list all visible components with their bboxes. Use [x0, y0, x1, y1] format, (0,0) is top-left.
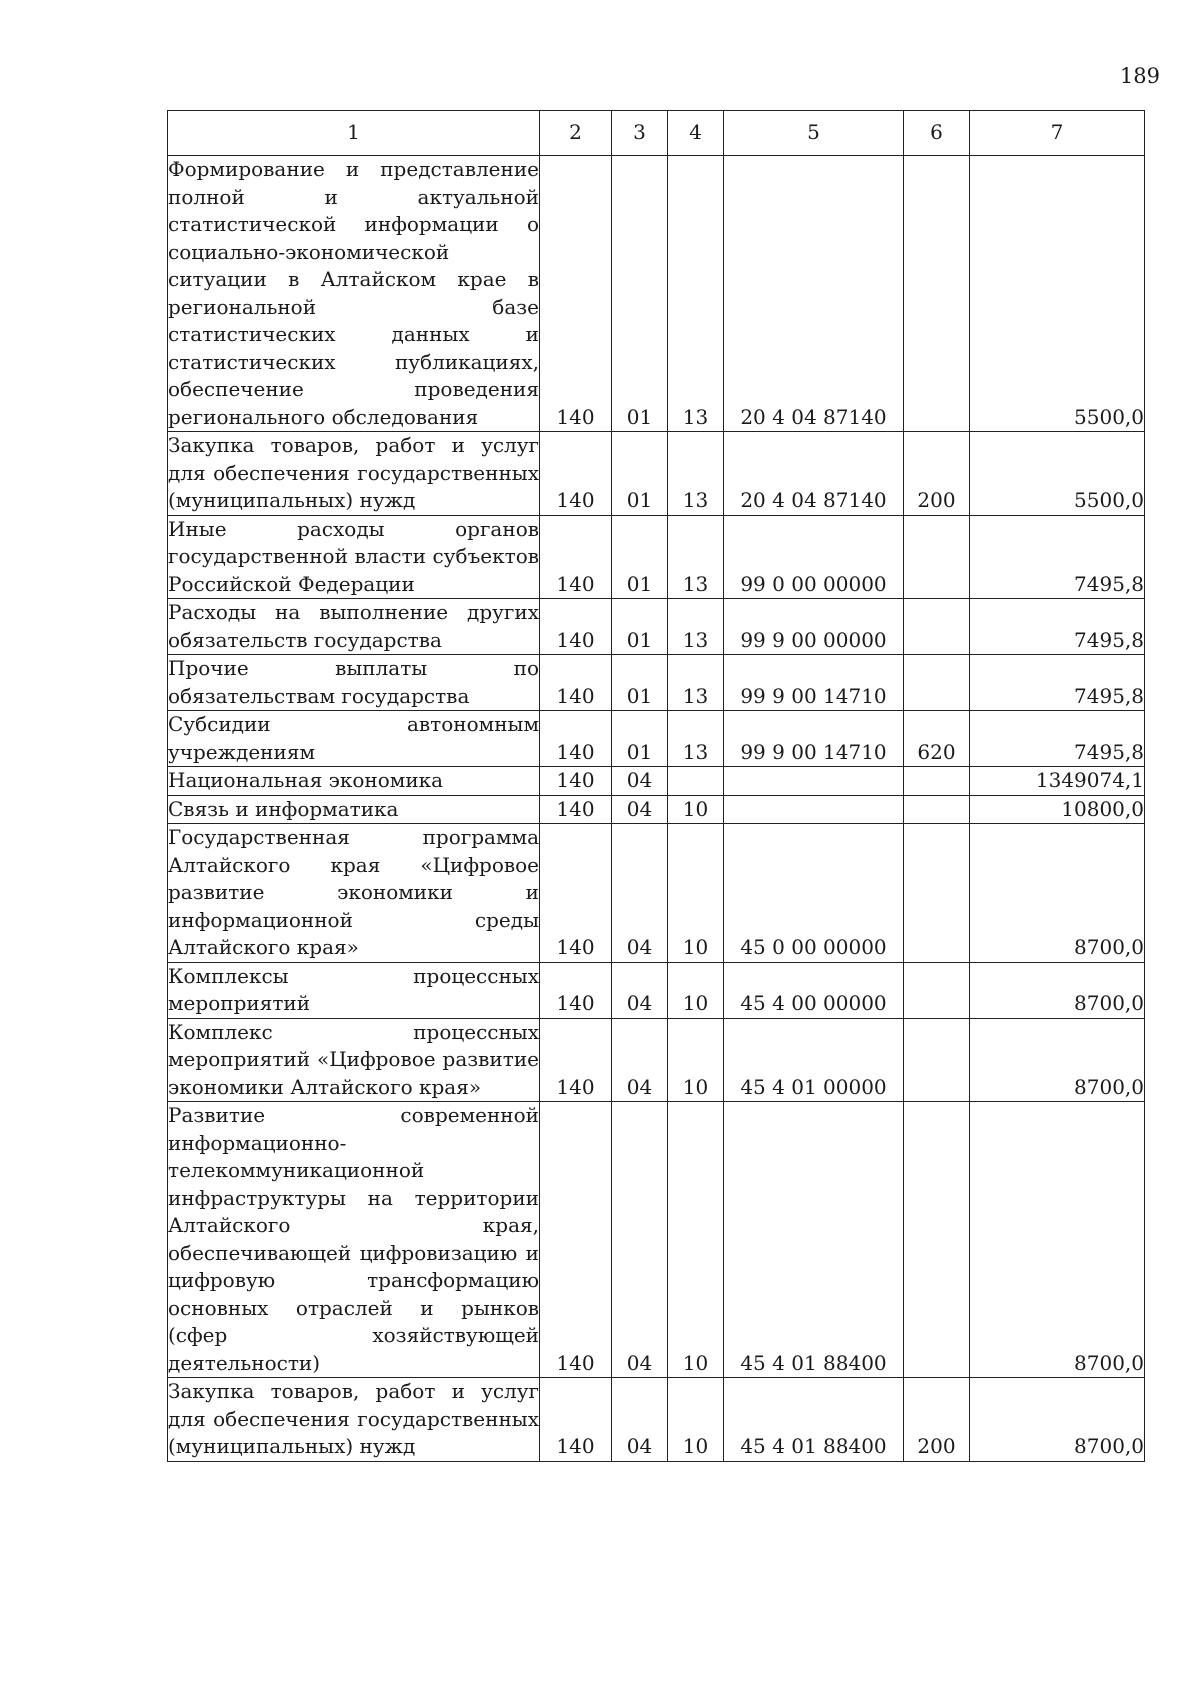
header-col-7: 7 — [970, 111, 1145, 156]
row-admin-code: 140 — [540, 599, 612, 655]
row-expense-type: 620 — [904, 711, 970, 767]
row-amount: 10800,0 — [970, 795, 1145, 824]
row-section: 04 — [612, 1378, 668, 1462]
row-target-article: 45 4 01 88400 — [724, 1378, 904, 1462]
row-name: Развитие современной информационно-телекоммуникационной инфраструктуры на территории Алтайского края, обеспечивающей цифровизацию и цифровую трансформацию основных отраслей и рынков (сфер хозяйствующей деятельности) — [168, 1102, 540, 1378]
header-col-2: 2 — [540, 111, 612, 156]
header-col-3: 3 — [612, 111, 668, 156]
row-admin-code: 140 — [540, 795, 612, 824]
row-expense-type — [904, 1102, 970, 1378]
row-admin-code: 140 — [540, 156, 612, 432]
table-row — [168, 1378, 1145, 1462]
row-section: 04 — [612, 767, 668, 796]
row-target-article: 99 9 00 00000 — [724, 599, 904, 655]
row-amount: 8700,0 — [970, 1378, 1145, 1462]
row-name: Субсидии автономным учреждениям — [168, 711, 540, 767]
row-name: Закупка товаров, работ и услуг для обеспечения государственных (муниципальных) нужд — [168, 432, 540, 516]
row-expense-type — [904, 515, 970, 599]
row-expense-type — [904, 599, 970, 655]
table-row — [168, 1018, 1145, 1102]
row-target-article: 45 4 00 00000 — [724, 962, 904, 1018]
row-section: 04 — [612, 795, 668, 824]
row-expense-type: 200 — [904, 1378, 970, 1462]
row-section: 04 — [612, 824, 668, 963]
row-admin-code: 140 — [540, 711, 612, 767]
row-admin-code: 140 — [540, 432, 612, 516]
header-col-4: 4 — [668, 111, 724, 156]
row-amount: 7495,8 — [970, 599, 1145, 655]
budget-table — [167, 110, 1145, 1462]
row-expense-type — [904, 824, 970, 963]
row-amount: 8700,0 — [970, 824, 1145, 963]
row-name: Прочие выплаты по обязательствам государства — [168, 655, 540, 711]
row-section: 01 — [612, 515, 668, 599]
row-section: 01 — [612, 655, 668, 711]
row-subsection: 13 — [668, 655, 724, 711]
row-subsection: 10 — [668, 1102, 724, 1378]
table-row — [168, 156, 1145, 432]
row-target-article — [724, 767, 904, 796]
row-subsection: 13 — [668, 432, 724, 516]
row-subsection: 10 — [668, 824, 724, 963]
row-name: Закупка товаров, работ и услуг для обеспечения государственных (муниципальных) нужд — [168, 1378, 540, 1462]
row-section: 04 — [612, 1102, 668, 1378]
row-target-article: 99 9 00 14710 — [724, 711, 904, 767]
row-amount: 8700,0 — [970, 1018, 1145, 1102]
row-name: Национальная экономика — [168, 767, 540, 796]
row-name: Иные расходы органов государственной власти субъектов Российской Федерации — [168, 515, 540, 599]
row-expense-type — [904, 962, 970, 1018]
table-row — [168, 824, 1145, 963]
row-expense-type — [904, 655, 970, 711]
row-subsection: 10 — [668, 795, 724, 824]
table-row — [168, 515, 1145, 599]
row-expense-type — [904, 767, 970, 796]
row-expense-type — [904, 156, 970, 432]
row-admin-code: 140 — [540, 824, 612, 963]
row-amount: 5500,0 — [970, 432, 1145, 516]
row-subsection: 13 — [668, 599, 724, 655]
row-expense-type — [904, 795, 970, 824]
table-row — [168, 795, 1145, 824]
row-section: 01 — [612, 156, 668, 432]
row-amount: 5500,0 — [970, 156, 1145, 432]
row-admin-code: 140 — [540, 767, 612, 796]
row-name: Расходы на выполнение других обязательств государства — [168, 599, 540, 655]
table-row — [168, 655, 1145, 711]
row-section: 01 — [612, 711, 668, 767]
row-name: Формирование и представление полной и актуальной статистической информации о социально-экономической ситуации в Алтайском крае в региональной базе статистических данных и статистических публикациях, обеспечение проведения регионального обследования — [168, 156, 540, 432]
row-name: Государственная программа Алтайского края «Цифровое развитие экономики и информационной среды Алтайского края» — [168, 824, 540, 963]
row-subsection: 10 — [668, 1018, 724, 1102]
row-expense-type: 200 — [904, 432, 970, 516]
table-header-row — [168, 111, 1145, 156]
row-subsection: 13 — [668, 711, 724, 767]
row-subsection: 13 — [668, 515, 724, 599]
row-section: 04 — [612, 1018, 668, 1102]
row-amount: 7495,8 — [970, 515, 1145, 599]
row-expense-type — [904, 1018, 970, 1102]
row-name: Связь и информатика — [168, 795, 540, 824]
row-target-article: 99 9 00 14710 — [724, 655, 904, 711]
row-target-article: 45 4 01 88400 — [724, 1102, 904, 1378]
row-admin-code: 140 — [540, 515, 612, 599]
row-amount: 7495,8 — [970, 655, 1145, 711]
row-amount: 8700,0 — [970, 962, 1145, 1018]
row-target-article: 20 4 04 87140 — [724, 156, 904, 432]
page-number: 189 — [1119, 64, 1160, 88]
table-row — [168, 1102, 1145, 1378]
row-target-article: 20 4 04 87140 — [724, 432, 904, 516]
row-amount: 7495,8 — [970, 711, 1145, 767]
row-admin-code: 140 — [540, 962, 612, 1018]
table-row — [168, 711, 1145, 767]
row-admin-code: 140 — [540, 1102, 612, 1378]
table-row — [168, 767, 1145, 796]
table-row — [168, 599, 1145, 655]
row-admin-code: 140 — [540, 1018, 612, 1102]
row-name: Комплекс процессных мероприятий «Цифровое развитие экономики Алтайского края» — [168, 1018, 540, 1102]
row-amount: 1349074,1 — [970, 767, 1145, 796]
table-row — [168, 962, 1145, 1018]
row-admin-code: 140 — [540, 655, 612, 711]
row-subsection: 10 — [668, 1378, 724, 1462]
row-target-article: 45 0 00 00000 — [724, 824, 904, 963]
row-name: Комплексы процессных мероприятий — [168, 962, 540, 1018]
header-col-6: 6 — [904, 111, 970, 156]
row-amount: 8700,0 — [970, 1102, 1145, 1378]
row-target-article: 45 4 01 00000 — [724, 1018, 904, 1102]
row-section: 04 — [612, 962, 668, 1018]
row-section: 01 — [612, 432, 668, 516]
row-subsection: 13 — [668, 156, 724, 432]
row-target-article: 99 0 00 00000 — [724, 515, 904, 599]
header-col-1: 1 — [168, 111, 540, 156]
row-admin-code: 140 — [540, 1378, 612, 1462]
header-col-5: 5 — [724, 111, 904, 156]
row-subsection: 10 — [668, 962, 724, 1018]
row-target-article — [724, 795, 904, 824]
row-subsection — [668, 767, 724, 796]
row-section: 01 — [612, 599, 668, 655]
table-row — [168, 432, 1145, 516]
